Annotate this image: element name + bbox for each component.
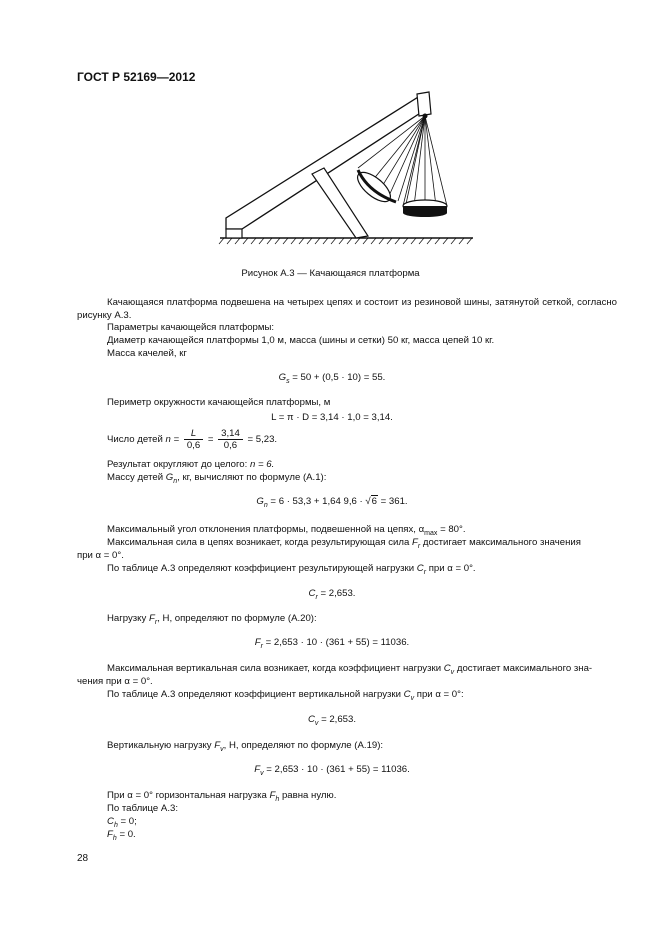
paragraph-rounded: Результат округляют до целого: n = 6. xyxy=(107,459,275,470)
document-header: ГОСТ Р 52169—2012 xyxy=(77,70,196,84)
formula-perimeter: L = π · D = 3,14 · 1,0 = 3,14. xyxy=(271,412,393,423)
formula-fr: $F_r = 2,653 \cdot 10 \cdot (361 + 55) = 11036$. xyxy=(254,637,410,650)
paragraph-params: Параметры качающейся платформы: xyxy=(107,322,275,333)
paragraph-horizontal: При α = 0° горизонтальная нагрузка $F_h$ равна нулю. xyxy=(107,790,337,803)
paragraph-table-r: По таблице А.3 определяют коэффициент результирующей нагрузки $C_r$ при α = 0°. xyxy=(107,563,476,576)
formula-fv: $F_v = 2,653 \cdot 10 \cdot (361 + 55) = 11036$. xyxy=(254,764,410,777)
formula-ch: $C_h = 0$; xyxy=(107,816,137,829)
paragraph-children-mass: Массу детей $G_n$, кг, вычисляют по формуле (А.1): xyxy=(107,472,327,485)
paragraph-max-force-cont: при α = 0°. xyxy=(77,550,124,561)
paragraph-intro: Качающаяся платформа подвешена на четырех цепях и состоит из резиновой шины, затянутой сеткой, согласно рисунку А.3. xyxy=(77,297,617,321)
paragraph-perimeter: Периметр окружности качающейся платформы, м xyxy=(107,397,331,408)
formula-children-count: Число детей n = $\frac{L}{0,6}$ = $\frac{3,14}{0,6}$ = 5,23. xyxy=(107,428,278,451)
figure-caption: Рисунок А.3 — Качающаяся платформа xyxy=(241,268,420,279)
paragraph-max-angle: Максимальный угол отклонения платформы, подвешенной на цепях, $\alpha_{max} = 80^\circ$. xyxy=(107,524,466,537)
formula-gn: $G_n = 6 \cdot 53,3 + 1,64$ 9,6 · √6 = 361. xyxy=(256,496,408,509)
formula-fh: $F_h = 0$. xyxy=(107,829,136,842)
paragraph-max-force: Максимальная сила в цепях возникает, когда результирующая сила $F_r$ достигает максимального значения xyxy=(107,537,581,550)
paragraph-max-vert: Максимальная вертикальная сила возникает, когда коэффициент нагрузки $C_v$ достигает максимального зна- xyxy=(107,663,593,676)
paragraph-table-v: По таблице А.3 определяют коэффициент вертикальной нагрузки $C_v$ при α = 0°: xyxy=(107,689,464,702)
formula-cv: $C_v = 2,653$. xyxy=(307,714,357,727)
paragraph-load-v: Вертикальную нагрузку $F_v$, Н, определяют по формуле (А.19): xyxy=(107,740,384,753)
paragraph-max-vert-cont: чения при α = 0°. xyxy=(77,676,153,687)
formula-gs: $G_s = 50 + (0,5 \cdot 10) = 55$. xyxy=(278,372,386,385)
paragraph-diameter: Диаметр качающейся платформы 1,0 м, масса (шины и сетки) 50 кг, масса цепей 10 кг. xyxy=(107,335,495,346)
paragraph-load-r: Нагрузку $F_r$, Н, определяют по формуле (А.20): xyxy=(107,613,317,626)
swing-platform-figure xyxy=(218,86,478,256)
page-number: 28 xyxy=(77,853,89,864)
paragraph-mass: Масса качелей, кг xyxy=(107,348,187,359)
paragraph-table-h: По таблице А.3: xyxy=(107,803,178,814)
formula-cr: $C_r = 2,653$. xyxy=(308,588,356,601)
